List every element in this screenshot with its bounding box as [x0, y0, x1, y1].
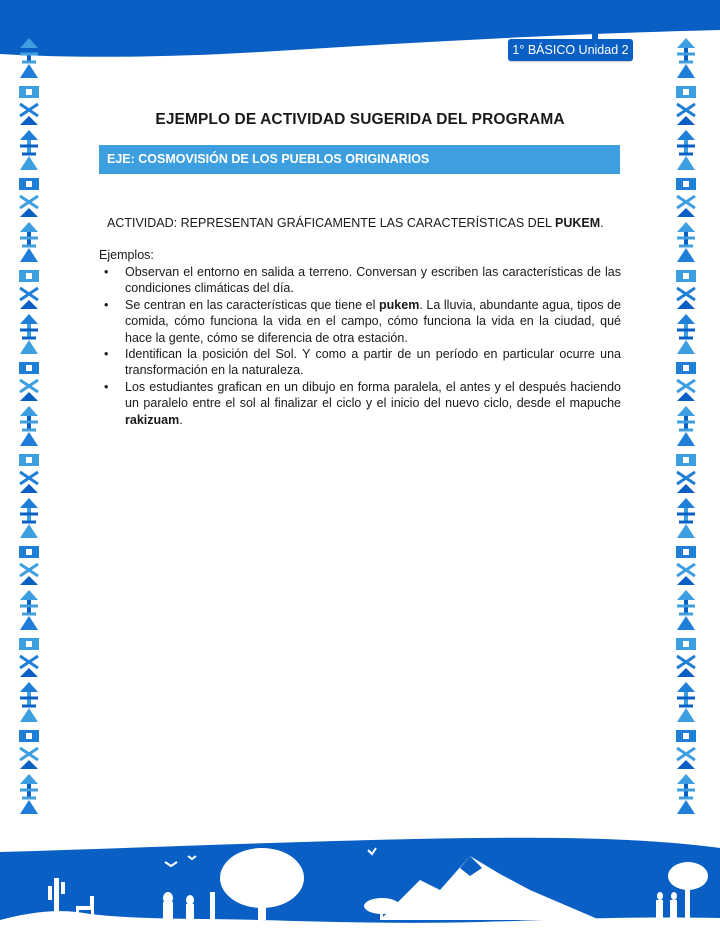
indigenous-textile-motif-icon [673, 358, 699, 402]
activity-prefix: ACTIVIDAD: REPRESENTAN GRÁFICAMENTE LAS CARACTERÍSTICAS DEL [107, 216, 555, 230]
axis-banner: EJE: COSMOVISIÓN DE LOS PUEBLOS ORIGINARIOS [99, 145, 620, 174]
indigenous-textile-motif-icon [16, 542, 42, 586]
indigenous-textile-motif-icon [16, 588, 42, 632]
indigenous-textile-motif-icon [673, 36, 699, 80]
examples-label: Ejemplos: [99, 248, 154, 262]
list-item: • Identifican la posición del Sol. Y como a partir de un período en particular ocurre una transformación en la naturaleza. [104, 347, 621, 378]
list-item: • Observan el entorno en salida a terreno. Conversan y escriben las características de las condiciones climáticas del día. [104, 265, 621, 296]
unit-badge: 1° BÁSICO Unidad 2 [508, 39, 633, 61]
indigenous-textile-motif-icon [673, 680, 699, 724]
indigenous-textile-motif-icon [16, 634, 42, 678]
indigenous-textile-motif-icon [673, 404, 699, 448]
list-item: • Los estudiantes grafican en un dibujo en forma paralela, el antes y el después haciendo un paralelo entre el sol al finalizar el ciclo y el inicio del nuevo ciclo, desde el mapuche rakizuam. [104, 379, 621, 427]
indigenous-textile-motif-icon [673, 726, 699, 770]
indigenous-textile-motif-icon [673, 588, 699, 632]
indigenous-textile-motif-icon [16, 312, 42, 356]
indigenous-textile-motif-icon [16, 358, 42, 402]
activity-suffix: . [600, 216, 604, 230]
bullet-icon: • [104, 265, 109, 279]
left-border-motifs [16, 36, 42, 816]
indigenous-textile-motif-icon [16, 450, 42, 494]
examples-list [99, 264, 621, 428]
indigenous-textile-motif-icon [673, 128, 699, 172]
indigenous-textile-motif-icon [673, 542, 699, 586]
indigenous-textile-motif-icon [16, 36, 42, 80]
indigenous-textile-motif-icon [16, 174, 42, 218]
indigenous-textile-motif-icon [16, 220, 42, 264]
right-border-motifs [673, 36, 699, 816]
indigenous-textile-motif-icon [16, 496, 42, 540]
indigenous-textile-motif-icon [16, 726, 42, 770]
activity-highlight: PUKEM [555, 216, 601, 230]
indigenous-textile-motif-icon [673, 634, 699, 678]
indigenous-textile-motif-icon [16, 680, 42, 724]
landscape-silhouette-icon [0, 820, 720, 932]
indigenous-textile-motif-icon [16, 128, 42, 172]
indigenous-textile-motif-icon [673, 450, 699, 494]
list-item: • Se centran en las características que tiene el pukem. La lluvia, abundante agua, tipos de comida, cómo funciona la vida en el campo, cómo funciona la vida en la ciudad, qué hace la gente, cómo se diferencia de otra estación. [104, 297, 621, 345]
indigenous-textile-motif-icon [673, 174, 699, 218]
bullet-icon: • [104, 379, 109, 394]
bullet-icon: • [104, 347, 109, 362]
indigenous-textile-motif-icon [673, 772, 699, 816]
indigenous-textile-motif-icon [16, 772, 42, 816]
activity-heading [107, 216, 604, 230]
indigenous-textile-motif-icon [673, 220, 699, 264]
bullet-icon: • [104, 297, 109, 312]
footer-landscape-band [0, 820, 720, 932]
indigenous-textile-motif-icon [16, 404, 42, 448]
page-title: EJEMPLO DE ACTIVIDAD SUGERIDA DEL PROGRAMA [155, 111, 565, 128]
indigenous-textile-motif-icon [673, 496, 699, 540]
indigenous-textile-motif-icon [673, 312, 699, 356]
indigenous-textile-motif-icon [16, 266, 42, 310]
indigenous-textile-motif-icon [673, 266, 699, 310]
